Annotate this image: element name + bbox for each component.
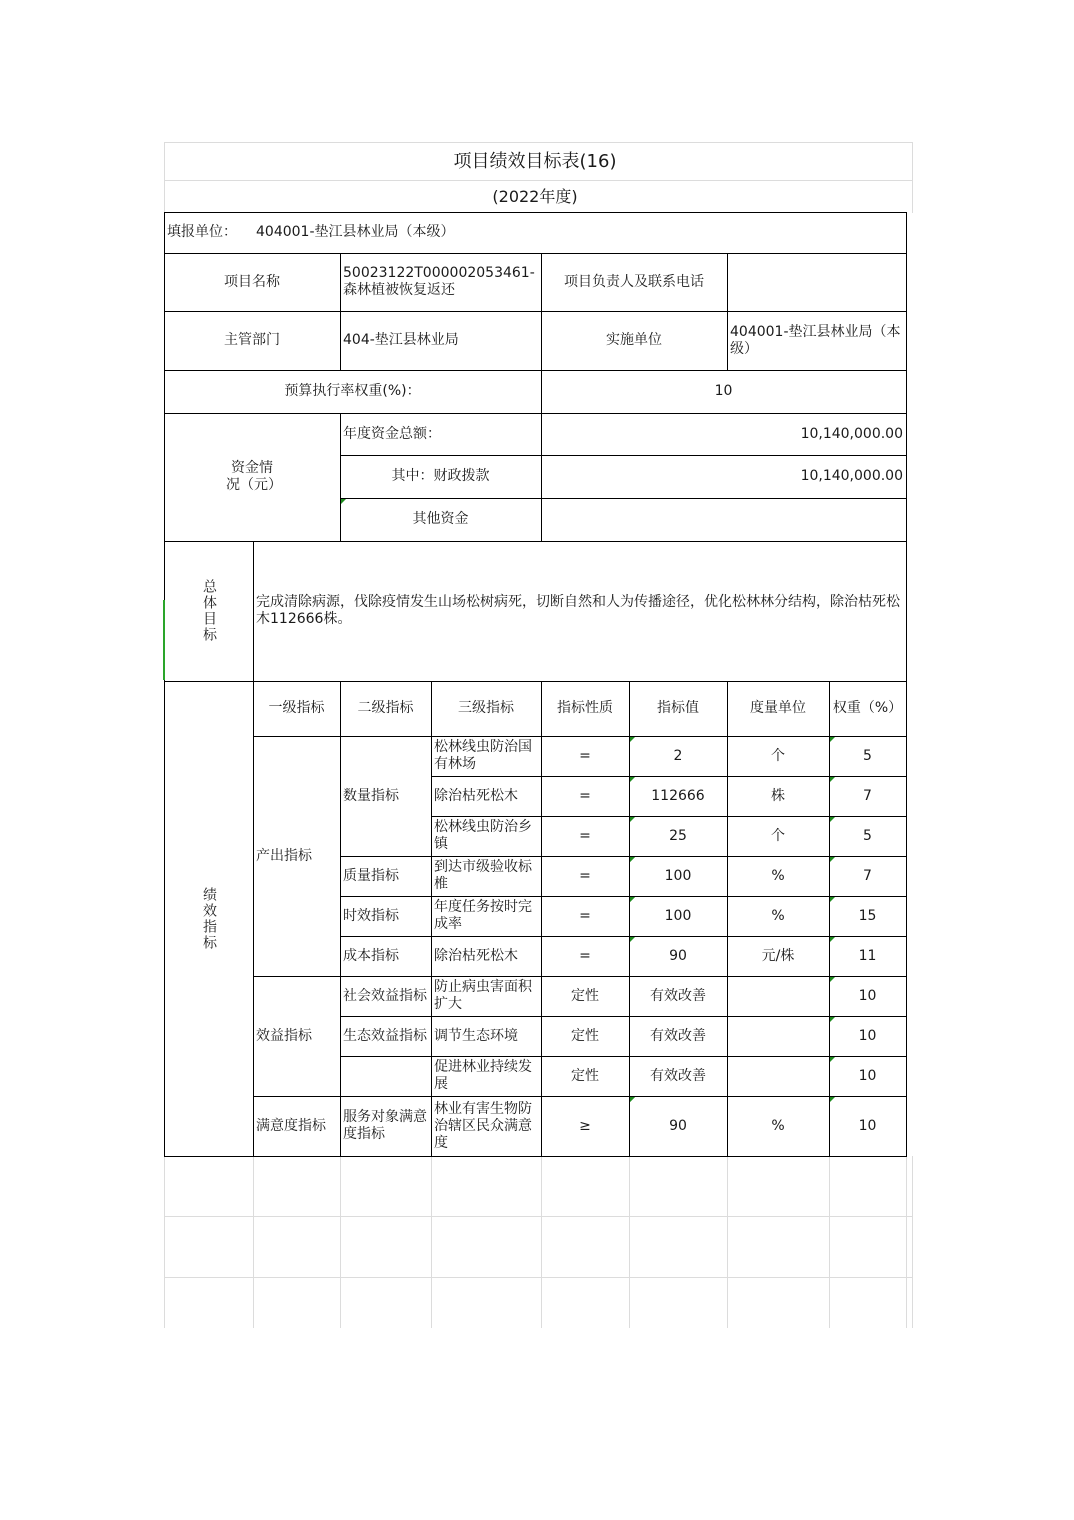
cell-comment-marker [630,937,635,942]
indicator-name: 除治枯死松木 [434,787,518,804]
grid-line [164,1216,913,1217]
indicator-weight: 7 [863,867,872,884]
table-year: (2022年度) [492,186,578,206]
level2-1: 质量指标 [343,867,399,884]
funds-label: 资金情况（元） [226,460,282,493]
cell-comment-marker [630,737,635,742]
grid-line [340,1156,341,1328]
indicator-value: 112666 [651,787,705,804]
cell-comment-marker [830,897,835,902]
cell-comment-marker [830,777,835,782]
contact-value [727,253,906,311]
funds-total-label: 年度资金总额： [343,425,441,442]
indicator-name: 除治枯死松木 [434,947,518,964]
indicator-name: 到达市级验收标椎 [434,859,532,892]
indicator-name: 调节生态环境 [434,1027,518,1044]
level1-output: 产出指标 [256,847,312,864]
indicator-unit: % [771,1117,785,1134]
selection-edge-marker [163,600,165,680]
indicator-name: 年度任务按时完成率 [434,899,532,932]
indicator-weight: 5 [863,827,872,844]
indicator-name: 松林线虫防治乡镇 [434,819,532,852]
indicator-weight: 5 [863,747,872,764]
cell-comment-marker [630,897,635,902]
goal-text: 完成清除病源，伐除疫情发生山场松树病死，切断自然和人为传播途径，优化松林林分结构，除治枯死松木112666株。 [256,594,900,627]
funds-total-value: 10,140,000.00 [800,425,903,442]
grid-line [912,1156,913,1328]
indicator-nature: = [579,747,591,764]
indicator-weight: 10 [858,987,877,1004]
indicator-value: 有效改善 [650,1067,706,1084]
cell-comment-marker [341,499,346,504]
grid-line [829,1156,830,1328]
impl-value: 404001-垫江县林业局（本级） [730,323,901,357]
indicator-weight: 15 [858,907,877,924]
level1-benefit: 效益指标 [256,1027,312,1044]
grid-line [431,1156,432,1328]
indicator-value: 100 [664,867,692,884]
filler-value: 404001-垫江县林业局（本级） [256,224,455,240]
cell-comment-marker [630,1097,635,1102]
filler-label: 填报单位： [167,224,237,240]
indicator-nature: = [579,827,591,844]
indicator-unit: 个 [771,747,785,764]
level2-6 [340,1056,431,1096]
indicators-section-label: 绩效指标 [201,886,217,951]
cell-comment-marker [830,937,835,942]
indicator-value: 有效改善 [650,987,706,1004]
contact-label: 项目负责人及联系电话 [564,273,704,290]
indicator-weight: 10 [858,1117,877,1134]
indicator-name: 松林线虫防治国有林场 [434,739,532,772]
funds-other-value [541,498,906,541]
cell-comment-marker [830,737,835,742]
level2-7: 服务对象满意度指标 [343,1109,427,1142]
indicator-header-2: 三级指标 [458,700,514,716]
funds-other-label: 其他资金 [412,511,469,527]
indicator-name: 林业有害生物防治辖区民众满意度 [434,1100,532,1151]
indicator-weight: 10 [858,1027,877,1044]
cell-comment-marker [830,1057,835,1062]
funds-fiscal-value: 10,140,000.00 [800,468,903,484]
indicator-unit [727,1016,829,1056]
indicator-unit: % [771,907,785,924]
level1-satisfaction: 满意度指标 [256,1117,326,1134]
project-name-value: 50023122T000002053461-森林植被恢复返还 [343,265,535,298]
indicator-header-5: 度量单位 [750,700,806,716]
grid-line [164,1277,913,1278]
indicator-header-0: 一级指标 [268,700,325,716]
indicator-weight: 11 [858,947,877,964]
indicator-nature: = [579,867,591,884]
cell-comment-marker [630,777,635,782]
grid-line [906,1156,907,1328]
goal-label: 总体目标 [201,579,217,643]
indicator-unit: % [771,867,785,884]
project-name-label: 项目名称 [224,273,280,290]
budget-weight-value: 10 [714,383,733,399]
indicator-value: 90 [669,947,687,964]
impl-label: 实施单位 [606,332,662,348]
indicator-nature: = [579,907,591,924]
indicator-nature: ≥ [579,1117,591,1134]
indicator-weight: 10 [858,1067,877,1084]
indicator-unit [727,976,829,1016]
grid-line [253,1156,254,1328]
indicator-nature: = [579,787,591,804]
indicator-nature: 定性 [571,1067,599,1084]
cell-comment-marker [830,817,835,822]
table-title: 项目绩效目标表(16) [453,150,617,172]
indicator-value: 25 [669,827,687,844]
indicator-unit: 个 [771,827,785,844]
indicator-value: 2 [673,747,683,764]
indicator-value: 有效改善 [650,1027,706,1044]
level2-4: 社会效益指标 [343,987,427,1004]
level2-0: 数量指标 [343,787,399,804]
indicator-header-4: 指标值 [657,700,699,716]
dept-label: 主管部门 [224,332,280,348]
indicator-value: 100 [664,907,692,924]
level2-3: 成本指标 [343,947,399,964]
cell-comment-marker [830,857,835,862]
grid-line [727,1156,728,1328]
grid-line [164,1156,907,1157]
indicator-nature: = [579,947,591,964]
indicator-name: 促进林业持续发展 [434,1059,532,1092]
indicator-header-3: 指标性质 [557,700,613,716]
indicator-weight: 7 [863,787,872,804]
cell-comment-marker [630,857,635,862]
indicator-unit: 元/株 [761,947,795,964]
level2-5: 生态效益指标 [343,1027,427,1044]
cell-comment-marker [830,977,835,982]
cell-comment-marker [630,817,635,822]
indicator-nature: 定性 [571,987,599,1004]
grid-line [906,212,907,1157]
cell-comment-marker [830,1017,835,1022]
indicator-header-6: 权重（%） [832,700,903,716]
indicator-unit [727,1056,829,1096]
indicator-unit: 株 [771,787,785,804]
grid-line [629,1156,630,1328]
grid-line [912,142,913,213]
level2-2: 时效指标 [343,907,399,924]
budget-weight-label: 预算执行率权重(%)： [284,383,421,399]
dept-value: 404-垫江县林业局 [343,332,459,348]
indicator-nature: 定性 [571,1027,599,1044]
indicator-header-1: 二级指标 [357,700,414,716]
funds-fiscal-label: 其中：财政拨款 [391,468,490,484]
indicator-value: 90 [669,1117,687,1134]
grid-line [541,1156,542,1328]
cell-comment-marker [830,1097,835,1102]
indicator-name: 防止病虫害面积扩大 [434,979,532,1012]
grid-line [164,1156,165,1328]
